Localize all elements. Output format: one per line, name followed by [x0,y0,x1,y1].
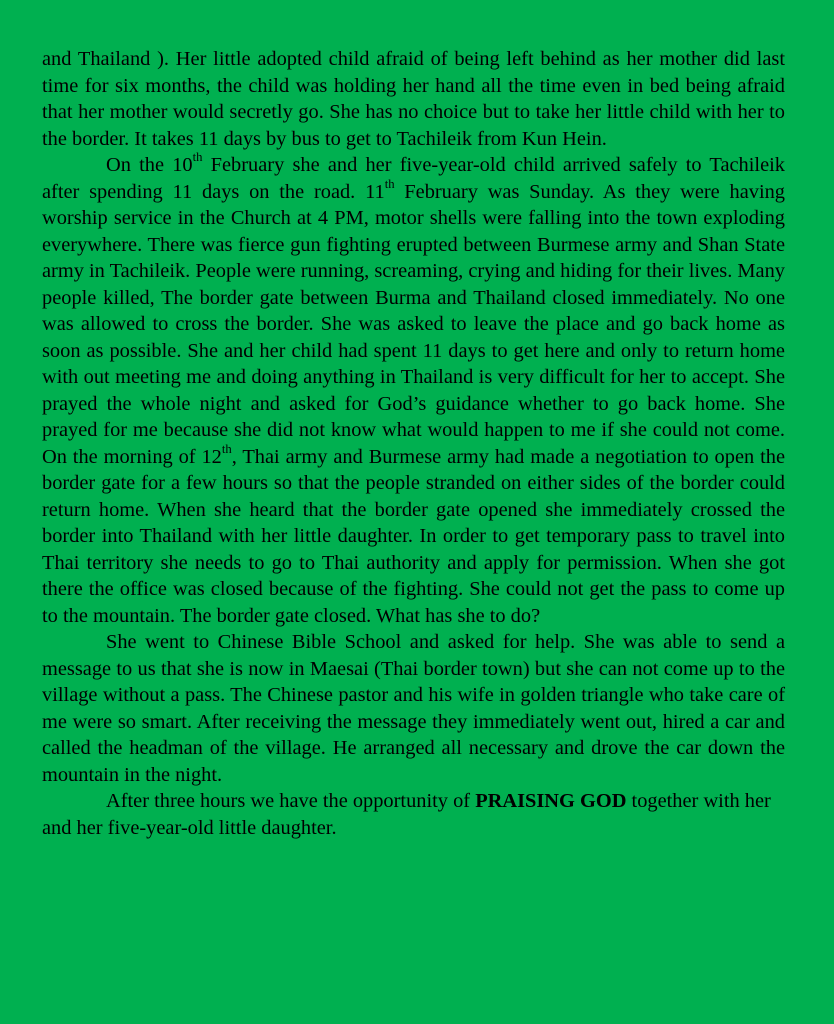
paragraph-2-text-part-3: February was Sunday. As they were having worship service in the Church at 4 PM, motor shells were falling into the town exploding everywhere. There was fierce gun fighting erupted between Burmese army and Shan State army in Tachileik. People were running, screaming, crying and hiding for their lives. Many people killed, The border gate between Burma and Thailand closed immediately. No one was allowed to cross the border. She was asked to leave the place and go back home as soon as possible. She and her child had spent 11 days to get here and only to return home with out meeting me and doing anything in Thailand is very difficult for her to accept. She prayed the whole night and asked for God’s guidance whether to go back home. She prayed for me because she did not know what would happen to me if she could not come. On the morning of 12 [42,180,785,468]
closing-text-after: together with her and her five-year-old little daughter. [42,790,771,839]
ordinal-suffix: th [221,441,232,456]
paragraph-1-text: and Thailand ). Her little adopted child afraid of being left behind as her mother did last time for six months, the child was holding her hand all the time even in bed being afraid that her mother would secretly go. She has no choice but to take her little child with her to the border. It takes 11 days by bus to get to Tachileik from Kun Hein. [42,48,785,150]
ordinal-suffix: th [192,150,203,165]
paragraph-2 [42,152,785,629]
ordinal-suffix: th [384,176,395,191]
paragraph-1 [42,46,785,152]
paragraph-3 [42,629,785,841]
paragraph-2-text-part-2: February she and her five-year-old child arrived safely to Tachileik after spending 11 days on the road. 11 [42,154,785,203]
closing-text-before: After three hours we have the opportunity of [106,790,476,812]
closing-line [42,788,785,841]
paragraph-2-text-part-4: , Thai army and Burmese army had made a negotiation to open the border gate for a few hours so that the people stranded on either sides of the border could return home. When she heard that the border gate opened she immediately crossed the border into Thailand with her little daughter. In order to get temporary pass to travel into Thai territory she needs to go to Thai authority and apply for permission. When she got there the office was closed because of the fighting. She could not get the pass to come up to the mountain. The border gate closed. What has she to do? [42,445,785,627]
paragraph-3-text: She went to Chinese Bible School and asked for help. She was able to send a message to us that she is now in Maesai (Thai border town) but she can not come up to the village without a pass. The Chinese pastor and his wife in golden triangle who take care of me were so smart. After receiving the message they immediately went out, hired a car and called the headman of the village. He arranged all necessary and drove the car down the mountain in the night. [42,631,785,786]
paragraph-2-text-part-1: On the 10 [106,154,193,176]
emphasis-praising-god: PRAISING GOD [475,790,627,812]
document-page [42,46,785,841]
